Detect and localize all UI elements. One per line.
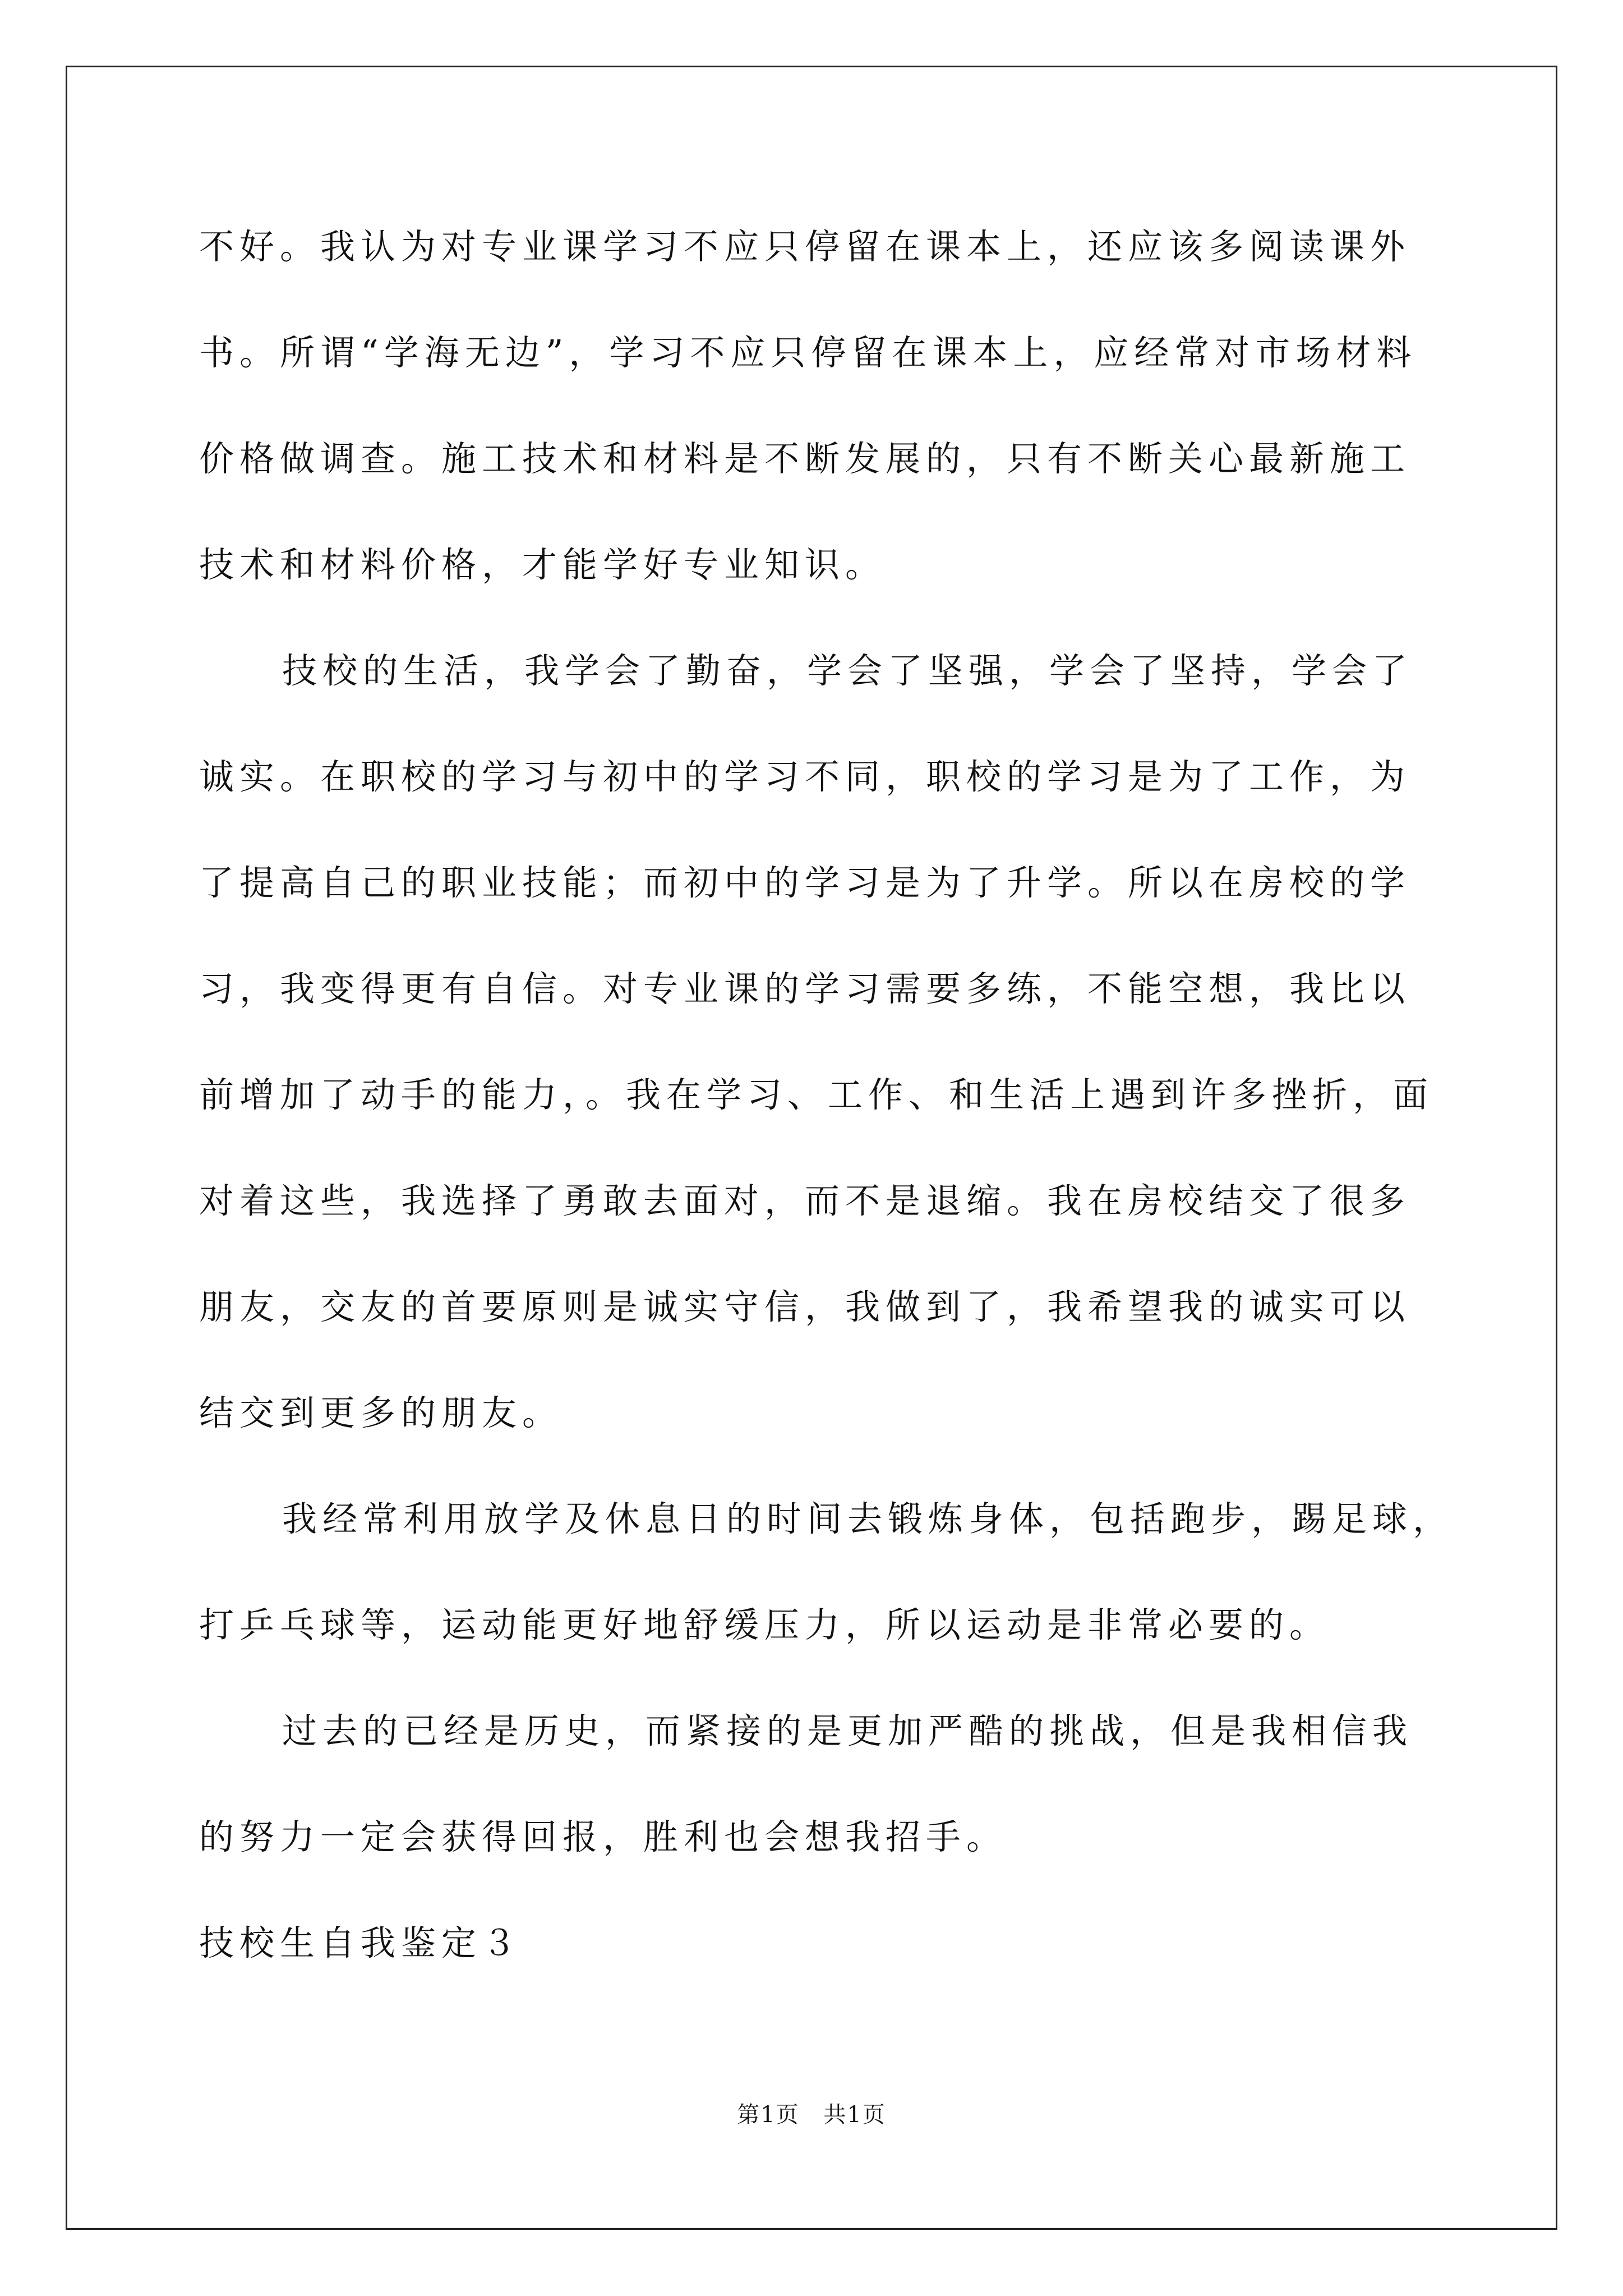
text-line: 习，我变得更有自信。对专业课的学习需要多练，不能空想，我比以 bbox=[199, 968, 1411, 1009]
text-line: 不好。我认为对专业课学习不应只停留在课本上，还应该多阅读课外 bbox=[199, 226, 1411, 267]
text-line: 朋友，交友的首要原则是诚实守信，我做到了，我希望我的诚实可以 bbox=[199, 1286, 1411, 1327]
text-line: 前增加了动手的能力，。我在学习、工作、和生活上遇到许多挫折，面 bbox=[199, 1074, 1434, 1115]
page-footer bbox=[0, 2097, 1623, 2129]
document-body bbox=[199, 213, 1467, 2016]
text-line: 了提高自己的职业技能；而初中的学习是为了升学。所以在房校的学 bbox=[199, 862, 1411, 903]
text-line: 结交到更多的朋友。 bbox=[199, 1392, 563, 1433]
text-line: 诚实。在职校的学习与初中的学习不同，职校的学习是为了工作，为 bbox=[199, 756, 1411, 797]
page-count: 共1页 bbox=[823, 2102, 886, 2128]
text-line: 技术和材料价格，才能学好专业知识。 bbox=[199, 544, 886, 585]
paragraph-start-line: 技校的生活，我学会了勤奋，学会了坚强，学会了坚持，学会了 bbox=[282, 650, 1413, 691]
paragraph-start-line: 我经常利用放学及休息日的时间去锻炼身体，包括跑步，踢足球， bbox=[282, 1498, 1454, 1539]
text-line: 书。所谓“学海无边”，学习不应只停留在课本上，应经常对市场材料 bbox=[199, 332, 1417, 373]
text-line: 对着这些，我选择了勇敢去面对，而不是退缩。我在房校结交了很多 bbox=[199, 1180, 1411, 1221]
paragraph-start-line: 过去的已经是历史，而紧接的是更加严酷的挑战，但是我相信我 bbox=[282, 1710, 1413, 1751]
section-heading: 技校生自我鉴定３ bbox=[199, 1922, 523, 1963]
text-line: 打乒乓球等，运动能更好地舒缓压力，所以运动是非常必要的。 bbox=[199, 1604, 1330, 1645]
text-line: 的努力一定会获得回报，胜利也会想我招手。 bbox=[199, 1816, 1007, 1857]
page-number: 第1页 bbox=[737, 2102, 800, 2128]
text-line: 价格做调查。施工技术和材料是不断发展的，只有不断关心最新施工 bbox=[199, 438, 1411, 479]
